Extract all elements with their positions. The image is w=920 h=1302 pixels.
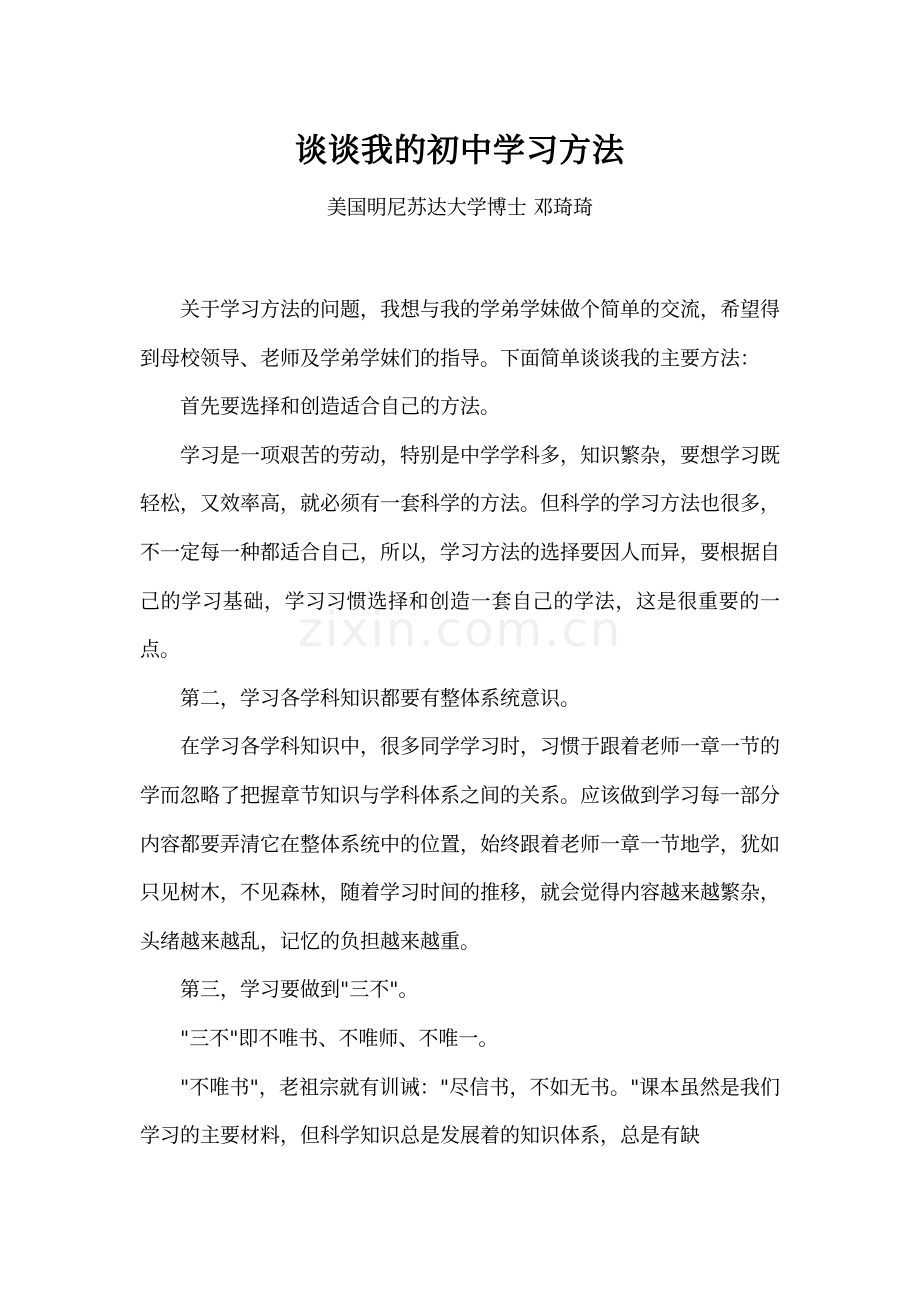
watermark: zixin.com.cn — [297, 602, 623, 658]
paragraph: 首先要选择和创造适合自己的方法。 — [180, 394, 500, 419]
paragraph: 学习是一项艰苦的劳动，特别是中学学科多，知识繁杂，要想学习既轻松，又效率高，就必须有一套科学的方法。但科学的学习方法也很多，不一定每一种都适合自己，所以，学习方法的选择要因人而异，要根据自己的学习基础，学习习惯选择和创造一套自己的学法，这是很重要的一点。 — [140, 442, 780, 662]
document-body — [140, 285, 780, 1160]
paragraph: "三不"即不唯书、不唯师、不唯一。 — [180, 1025, 499, 1050]
paragraph: 第三，学习要做到"三不"。 — [180, 977, 419, 1002]
paragraph: 关于学习方法的问题，我想与我的学弟学妹做个简单的交流，希望得到母校领导、老师及学弟学妹们的指导。下面简单谈谈我的主要方法： — [140, 297, 780, 370]
paragraph: 第二，学习各学科知识都要有整体系统意识。 — [180, 685, 580, 710]
paragraph: "不唯书"，老祖宗就有训诫："尽信书，不如无书。"课本虽然是我们学习的主要材料，但科学知识总是发展着的知识体系，总是有缺 — [140, 1074, 780, 1148]
author-line: 美国明尼苏达大学博士 邓琦琦 — [326, 195, 594, 219]
paragraph: 在学习各学科知识中，很多同学学习时，习惯于跟着老师一章一节的学而忽略了把握章节知识与学科体系之间的关系。应该做到学习每一部分内容都要弄清它在整体系统中的位置，始终跟着老师一章一节地学，犹如只见树木，不见森林，随着学习时间的推移，就会觉得内容越来越繁杂，头绪越来越乱，记忆的负担越来越重。 — [140, 734, 780, 953]
document-title: 谈谈我的初中学习方法 — [294, 131, 625, 169]
